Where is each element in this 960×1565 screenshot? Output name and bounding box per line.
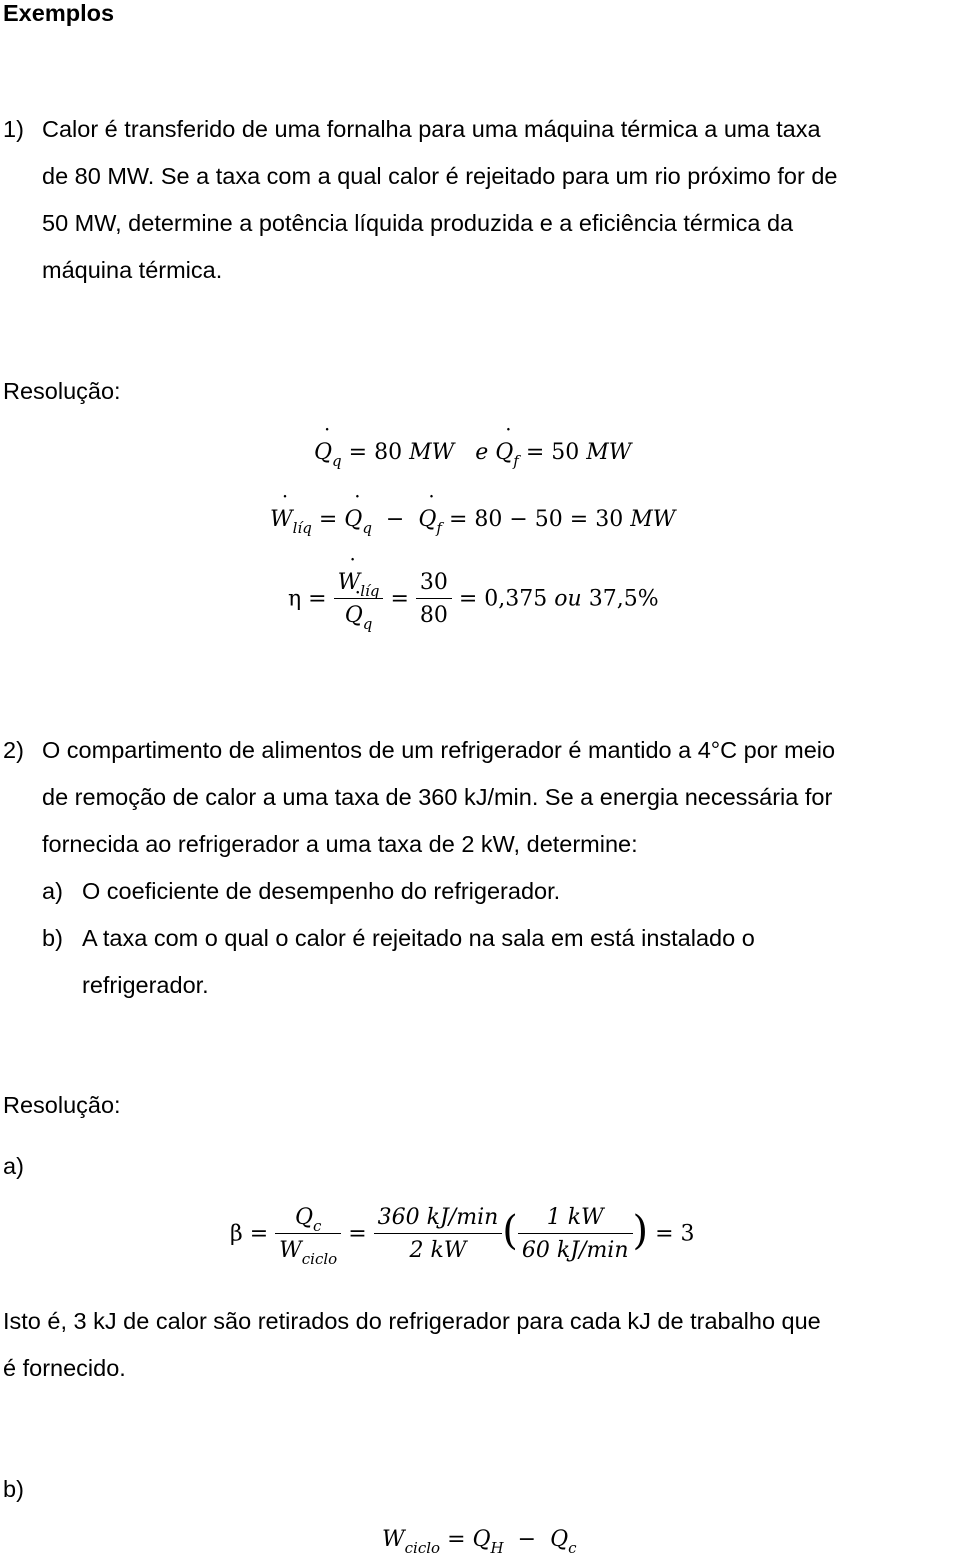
equation-cop: β = $\frac{Q_c}{W_{ciclo}}$ = $\frac{360 kJ/\min}{2 kW}$ ( $\frac{1 kW}{60 kJ/\min}$ ) = 3	[230, 1205, 695, 1268]
open-paren: (	[502, 1208, 518, 1254]
item-b-text: A taxa com o qual o calor é rejeitado na sala em está instalado o refrigerador.	[82, 925, 755, 998]
item-a-label: a)	[42, 878, 63, 904]
statement-line: 50 MW, determine a potência líquida produzida e a eficiência térmica da	[42, 210, 794, 236]
statement-line: O compartimento de alimentos de um refrigerador é mantido a 4°C por meio	[42, 737, 836, 763]
fraction-qc-over-wciclo: $\frac{Q_c}{W_{ciclo}}$	[275, 1205, 341, 1263]
statement-line: de remoção de calor a uma taxa de 360 kJ/min. Se a energia necessária for	[42, 784, 833, 810]
resolution-label-2: Resolução:	[3, 1092, 121, 1118]
resolution-label-1: Resolução:	[3, 378, 121, 404]
conclusion-text: Isto é, 3 kJ de calor são retirados do refrigerador para cada kJ de trabalho que é fornecido.	[3, 1308, 821, 1381]
exercise-2-number: 2)	[3, 737, 24, 763]
equation-wciclo: $W_{ciclo} = Q_H - Q_c$	[382, 1527, 577, 1557]
part-a-label: a)	[3, 1153, 24, 1179]
equation-heat-rates: ˙ $Q_q = 80$ MW e ˙ $Q_f = 50$ MW	[314, 440, 631, 465]
statement-line: fornecida ao refrigerador a uma taxa de 2 kW, determine:	[42, 831, 638, 857]
equation-efficiency: η = ˙ $W_{líq}$ ˙ $Q_q$ = $\frac{30}{80}$ = 0,375 ou 37,5%	[288, 570, 659, 628]
fraction-conversion: $\frac{1 kW}{60 kJ/\min}$	[518, 1205, 633, 1263]
exercise-2-statement	[42, 727, 958, 868]
item-a-text: O coeficiente de desempenho do refrigerador.	[82, 878, 561, 904]
statement-line: Calor é transferido de uma fornalha para uma máquina térmica a uma taxa	[42, 116, 821, 142]
equation-net-power: ˙ $W_{líq}$ = ˙ $Q_q$ − ˙ $Q_f = 80 - 50 = 30$ MW	[270, 507, 675, 532]
q-dot-symbol: ˙ Q	[314, 440, 332, 465]
q-dot-symbol: ˙ Q	[495, 440, 513, 465]
w-dot-symbol: ˙ W	[270, 507, 293, 532]
exercise-1-number: 1)	[3, 116, 24, 142]
close-paren: )	[632, 1208, 649, 1254]
fraction-30-over-80: $\frac{30}{80}$	[416, 570, 452, 628]
part-b-label: b)	[3, 1476, 24, 1502]
statement-line: de 80 MW. Se a taxa com a qual calor é rejeitado para um rio próximo for de	[42, 163, 838, 189]
exercise-1-statement	[42, 106, 958, 294]
fraction-360-over-2: $\frac{360 kJ/\min}{2 kW}$	[374, 1205, 503, 1263]
statement-line: máquina térmica.	[42, 257, 223, 283]
item-b-label: b)	[42, 925, 63, 951]
fraction-w-over-q: ˙ $W_{líq}$ ˙ $Q_q$	[334, 570, 384, 628]
page-title: Exemplos	[3, 0, 115, 26]
